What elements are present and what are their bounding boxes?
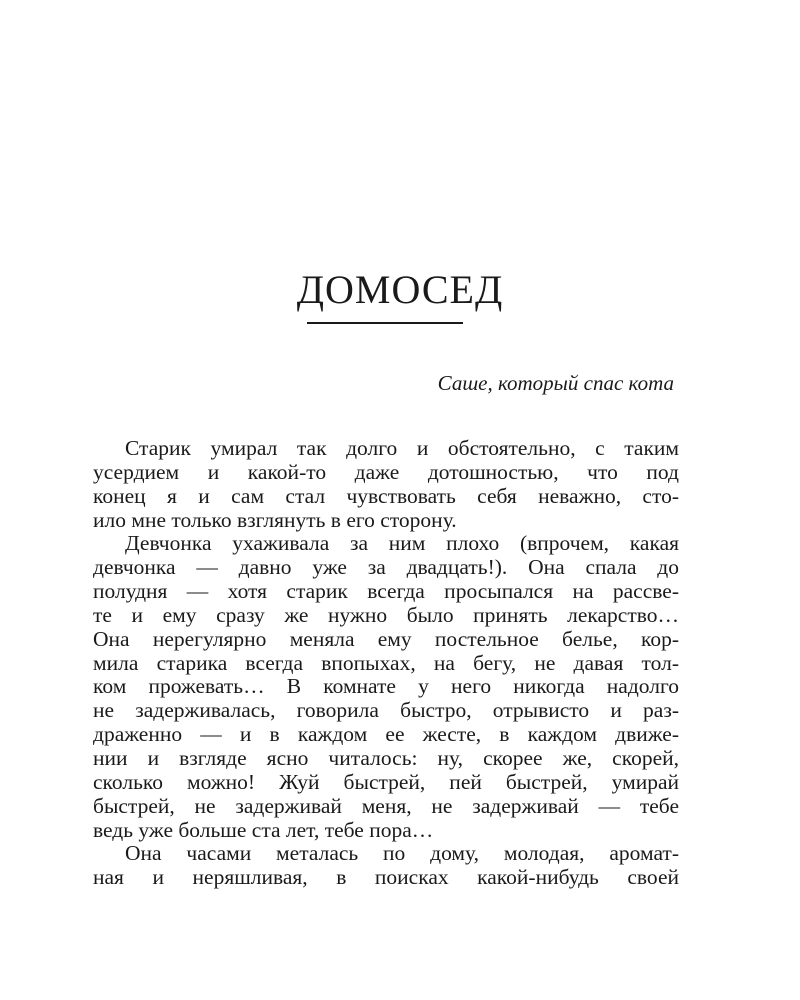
text-line: драженно — и в каждом ее жесте, в каждом движе- <box>93 723 679 747</box>
text-line: девчонка — давно уже за двадцать!). Она спала до <box>93 556 679 580</box>
text-line: нии и взгляде ясно читалось: ну, скорее же, скорей, <box>93 746 679 770</box>
title-underline <box>307 322 463 324</box>
text-line: ило мне только взглянуть в его сторону. <box>93 508 457 532</box>
text-line: Старик умирал так долго и обстоятельно, с таким <box>125 437 679 460</box>
text-line: те и ему сразу же нужно было принять лекарство… <box>93 603 679 627</box>
text-line: быстрей, не задерживай меня, не задерживай — тебе <box>93 794 679 818</box>
text-line: Она часами металась по дому, молодая, аромат- <box>125 842 679 866</box>
text-line: усердием и какой-то даже дотошностью, что под <box>93 460 679 484</box>
dedication: Саше, который спас кота <box>437 371 674 395</box>
body-text <box>93 437 679 890</box>
text-line: не задерживалась, говорила быстро, отрывисто и раз- <box>93 699 679 723</box>
text-line: Она нерегулярно меняла ему постельное белье, кор- <box>93 627 679 651</box>
text-line: полудня — хотя старик всегда просыпался на рассве- <box>93 580 679 604</box>
text-line: мила старика всегда впопыхах, на бегу, не давая тол- <box>93 651 679 675</box>
text-line: конец я и сам стал чувствовать себя неважно, сто- <box>93 484 679 508</box>
text-line: Девчонка ухаживала за ним плохо (впрочем, какая <box>125 532 679 556</box>
text-line: ная и неряшливая, в поисках какой-нибудь своей <box>93 866 679 890</box>
text-line: ведь уже больше ста лет, тебе пора… <box>93 818 434 842</box>
chapter-title: ДОМОСЕД <box>296 267 504 312</box>
text-line: сколько можно! Жуй быстрей, пей быстрей, умирай <box>93 770 679 794</box>
text-line: ком прожевать… В комнате у него никогда надолго <box>93 675 679 699</box>
